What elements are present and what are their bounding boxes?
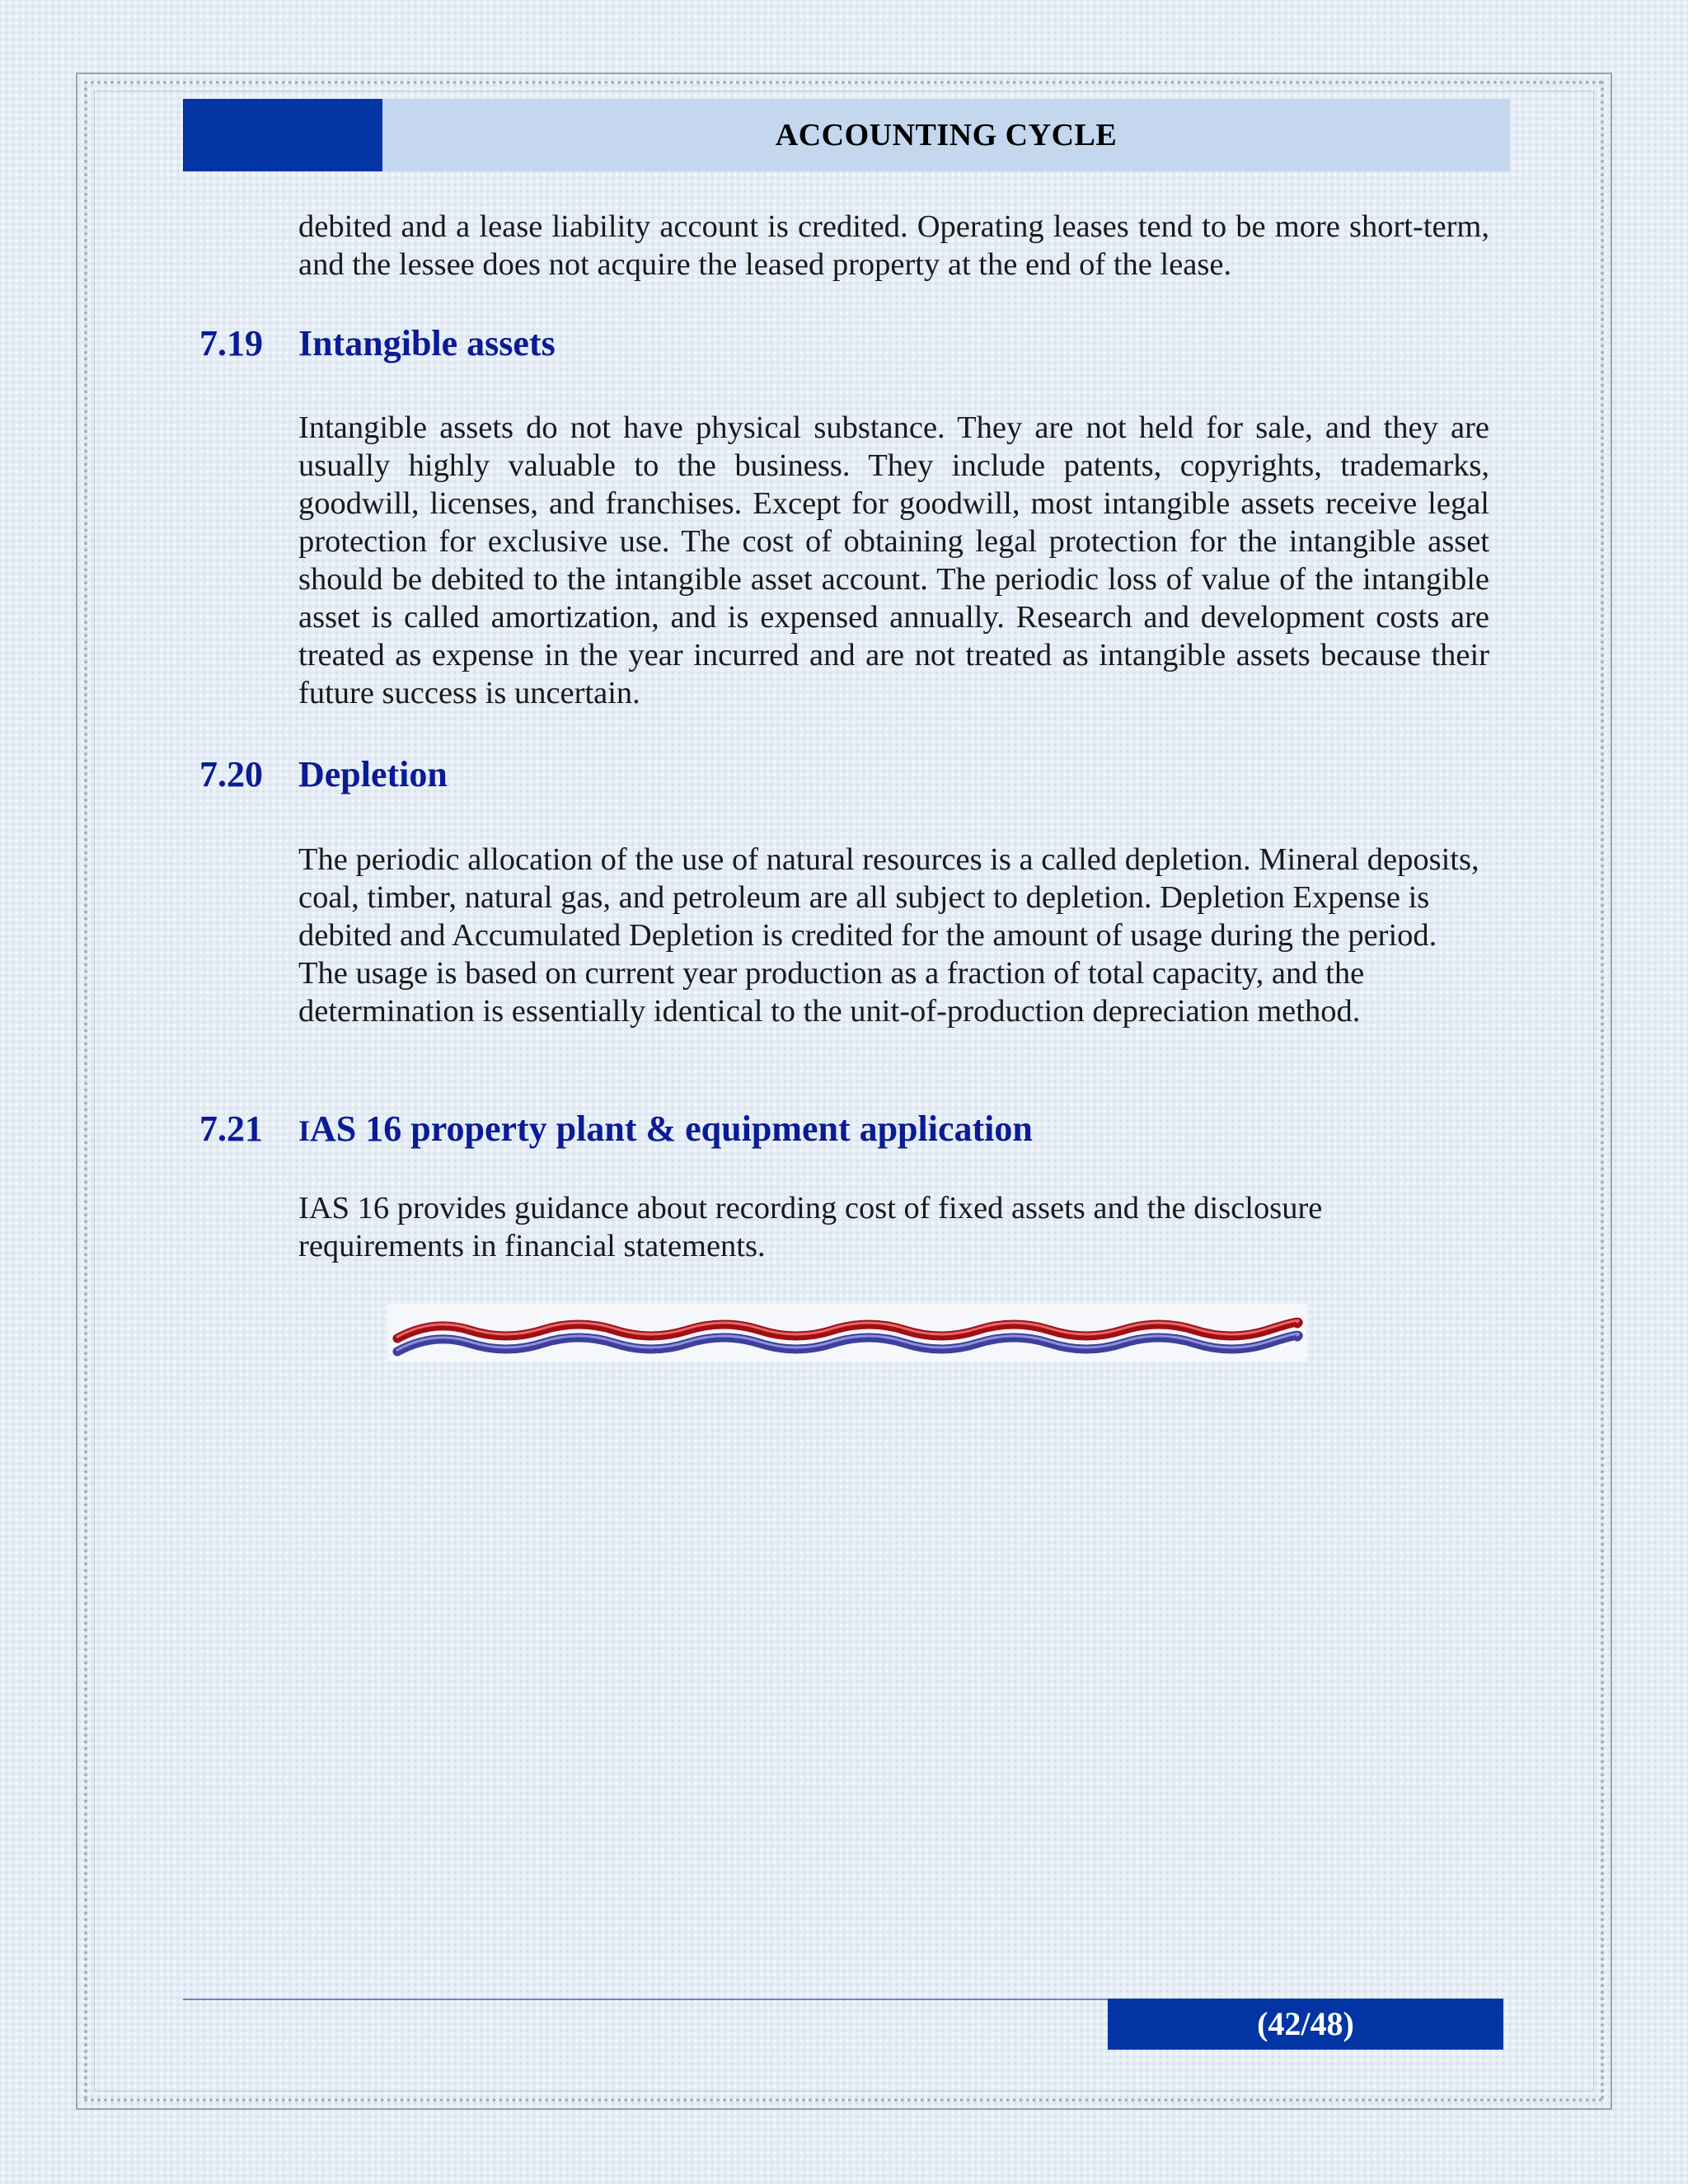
section-body-intangible-assets: Intangible assets do not have physical substance. They are not held for sale, and they are usually highly valuable to the business. They include patents, copyrights, trademarks, goodwill, licenses, and franchises. Except for goodwill, most intangible assets receive legal protection for exclusive use. The cost of obtaining legal protection for the intangible asset should be debited to the intangible asset account. The periodic loss of value of the intangible asset is called amortization, and is expensed annually. Research and development costs are treated as expense in the year incurred and are not treated as intangible assets because their future success is uncertain. xyxy=(298,410,1489,710)
section-title: AS 16 property plant & equipment application xyxy=(310,1108,1033,1149)
section-title: Intangible assets xyxy=(298,323,556,363)
decorative-wave-divider xyxy=(387,1304,1307,1361)
section-number: 7.20 xyxy=(199,754,263,794)
section-heading-7-19 xyxy=(199,323,556,364)
page-border-frame xyxy=(76,73,1612,2110)
section-title: Depletion xyxy=(298,754,448,794)
page-header xyxy=(183,99,1510,171)
section-body-ias16: IAS 16 provides guidance about recording cost of fixed assets and the disclosure requirements in financial statements. xyxy=(298,1191,1323,1263)
section-body-depletion: The periodic allocation of the use of natural resources is a called depletion. Mineral deposits, coal, timber, natural gas, and petroleum are all subject to depletion. Depletion Expense is debited and Accumulated Depletion is credited for the amount of usage during the period. The usage is based on current year production as a fraction of total capacity, and the determination is essentially identical to the unit-of-production depreciation method. xyxy=(298,842,1479,1029)
wave-divider-graphic xyxy=(387,1304,1307,1361)
section-title-initial: I xyxy=(298,1114,311,1147)
header-title: ACCOUNTING CYCLE xyxy=(775,118,1118,152)
section-heading-7-21 xyxy=(199,1108,1033,1151)
section-heading-7-20 xyxy=(199,754,448,795)
section-number: 7.19 xyxy=(199,323,263,363)
page-number-badge: (42/48) xyxy=(1108,1999,1503,2050)
header-color-block xyxy=(183,99,382,171)
section-number: 7.21 xyxy=(199,1108,263,1149)
intro-paragraph: debited and a lease liability account is credited. Operating leases tend to be more short-term, and the lessee does not acquire the leased property at the end of the lease. xyxy=(298,209,1489,282)
